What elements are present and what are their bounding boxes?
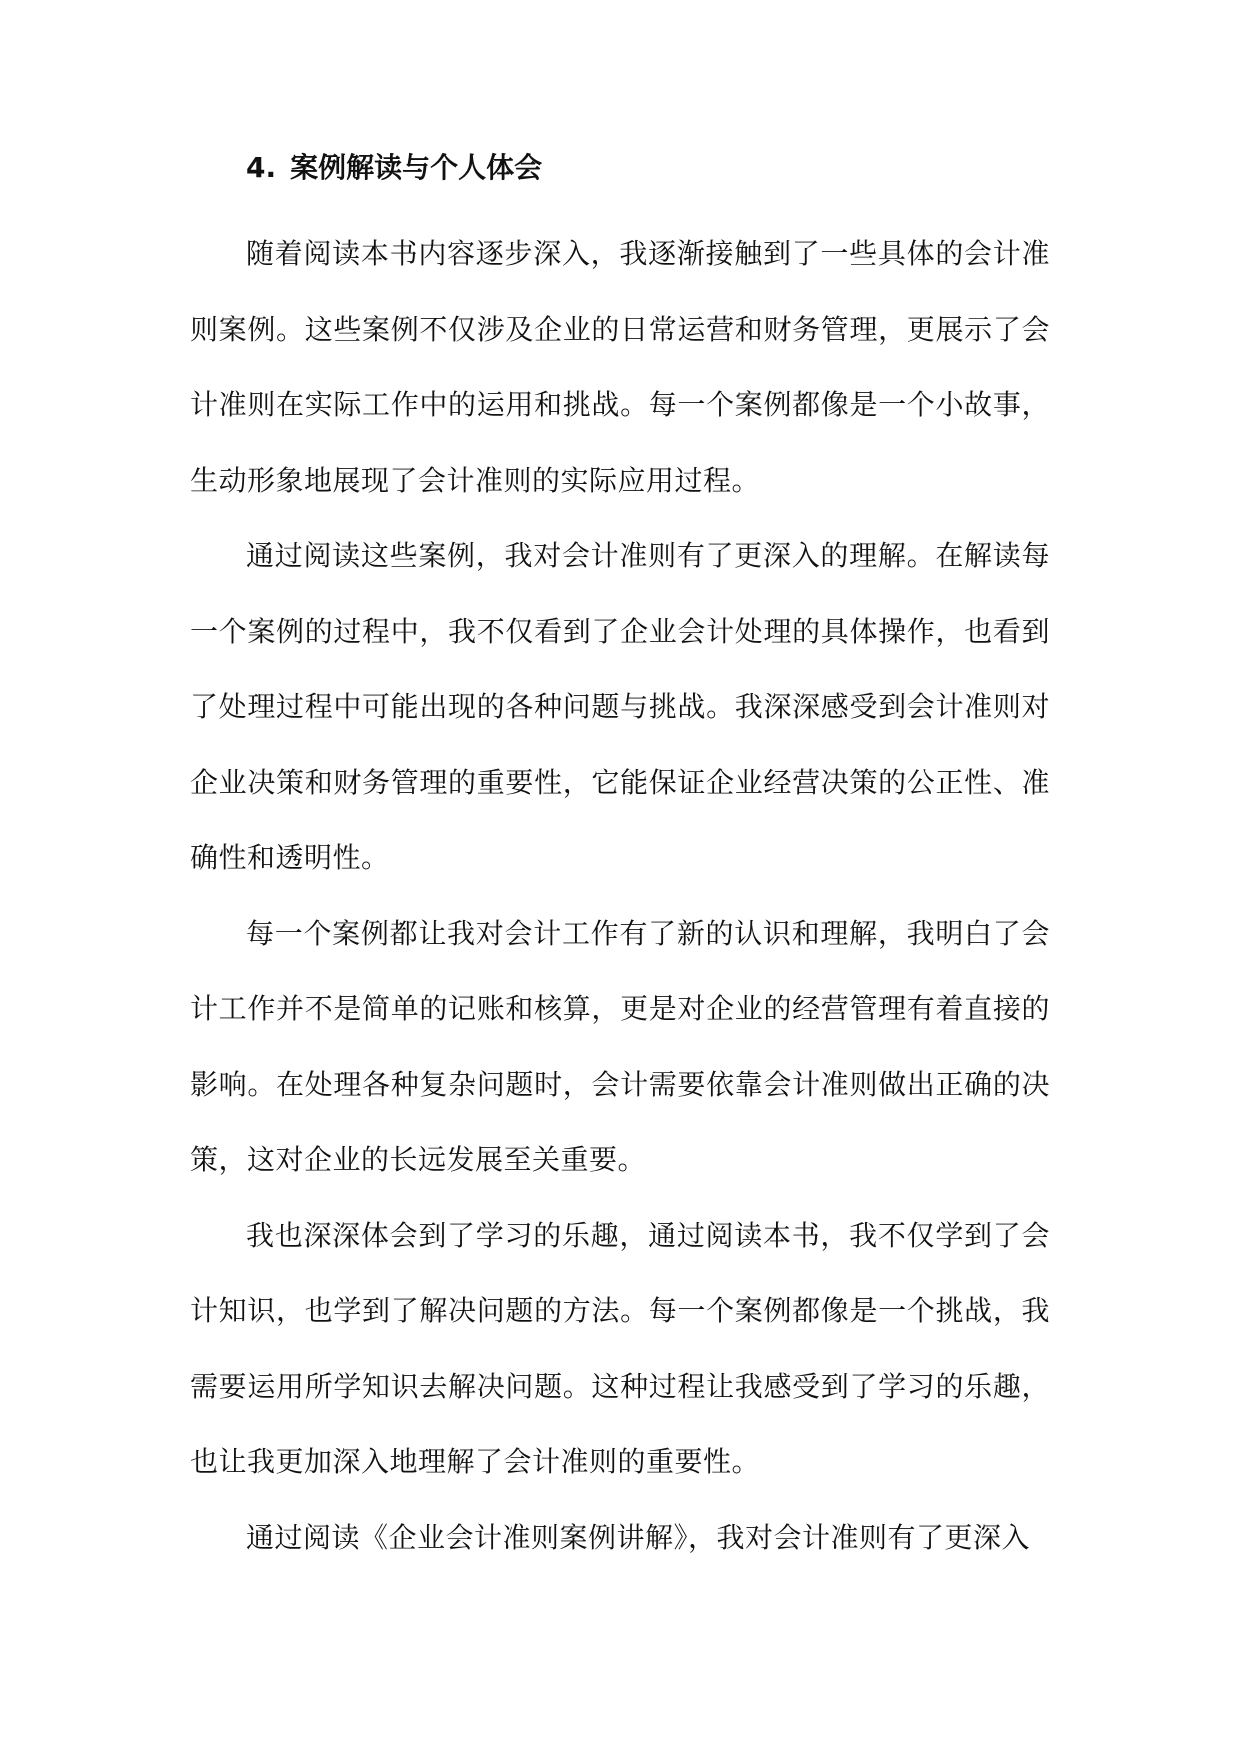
paragraph-3: 每一个案例都让我对会计工作有了新的认识和理解，我明白了会计工作并不是简单的记账和核算，更是对企业的经营管理有着直接的影响。在处理各种复杂问题时，会计需要依靠会计准则做出正确的决策，这对企业的长远发展至关重要。	[190, 916, 1050, 1176]
section-title: 案例解读与个人体会	[290, 151, 543, 184]
section-number: 4.	[246, 151, 277, 184]
paragraph-4: 我也深深体会到了学习的乐趣，通过阅读本书，我不仅学到了会计知识，也学到了解决问题的方法。每一个案例都像是一个挑战，我需要运用所学知识去解决问题。这种过程让我感受到了学习的乐趣，也让我更加深入地理解了会计准则的重要性。	[190, 1218, 1050, 1478]
document-body	[190, 136, 1050, 1575]
section-heading	[190, 136, 1050, 200]
paragraph-2: 通过阅读这些案例，我对会计准则有了更深入的理解。在解读每一个案例的过程中，我不仅看到了企业会计处理的具体操作，也看到了处理过程中可能出现的各种问题与挑战。我深深感受到会计准则对企业决策和财务管理的重要性，它能保证企业经营决策的公正性、准确性和透明性。	[190, 539, 1050, 874]
paragraph-5: 通过阅读《企业会计准则案例讲解》，我对会计准则有了更深入	[246, 1520, 1031, 1554]
paragraph-1: 随着阅读本书内容逐步深入，我逐渐接触到了一些具体的会计准则案例。这些案例不仅涉及企业的日常运营和财务管理，更展示了会计准则在实际工作中的运用和挑战。每一个案例都像是一个小故事，生动形象地展现了会计准则的实际应用过程。	[190, 237, 1050, 497]
